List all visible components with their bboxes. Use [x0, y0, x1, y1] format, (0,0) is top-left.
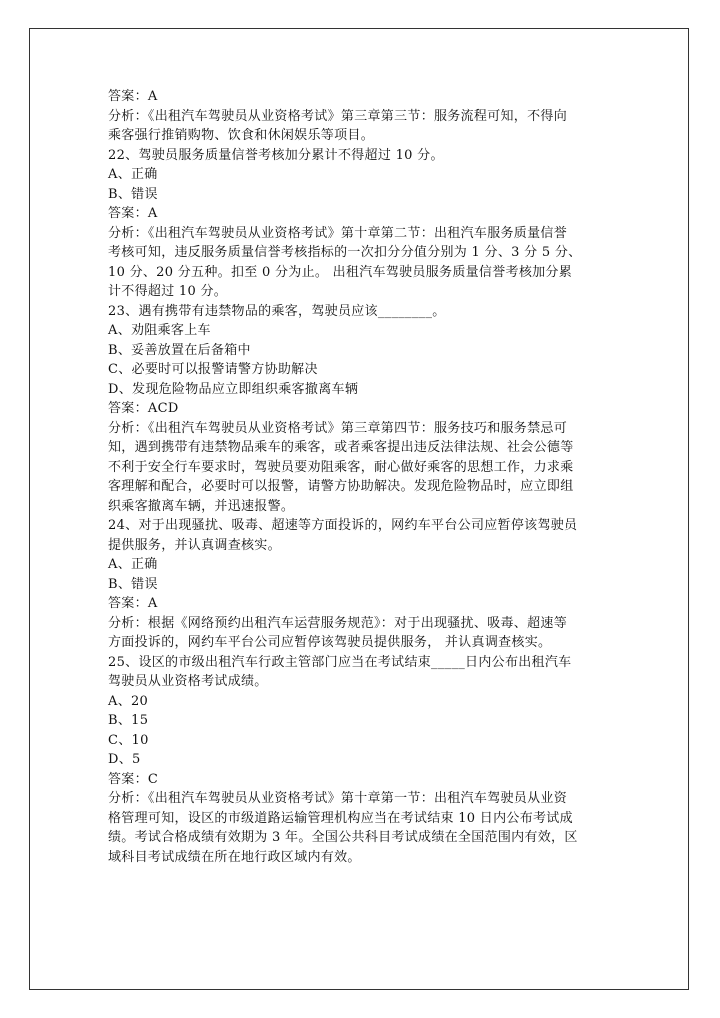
- option-d: D、发现危险物品应立即组织乘客撤离车辆: [108, 381, 359, 397]
- option-b: B、错误: [108, 186, 158, 202]
- analysis-line: 绩。考试合格成绩有效期为 3 年。全国公共科目考试成绩在全国范围内有效，区: [108, 830, 578, 845]
- analysis-line: 乘客强行推销购物、饮食和休闲娱乐等项目。: [108, 128, 375, 143]
- analysis-line: 计不得超过 10 分。: [108, 284, 228, 299]
- analysis-line: 分析：《出租汽车驾驶员从业资格考试》第三章第三节：服务流程可知，不得向: [108, 108, 568, 124]
- question-23: 23、遇有携带有违禁物品的乘客，驾驶员应该________。: [108, 303, 446, 319]
- analysis-line: 格管理可知，设区的市级道路运输管理机构应当在考试结束 10 日内公布考试成: [108, 810, 573, 826]
- question-25-cont: 驾驶员从业资格考试成绩。: [108, 674, 268, 689]
- analysis-line: 知，遇到携带有违禁物品乘车的乘客，或者乘客提出违反法律法规、社会公德等: [108, 440, 574, 455]
- option-b: B、错误: [108, 576, 158, 592]
- question-22: 22、驾驶员服务质量信誉考核加分累计不得超过 10 分。: [108, 147, 444, 163]
- analysis-line: 分析：《出租汽车驾驶员从业资格考试》第三章第四节：服务技巧和服务禁忌可: [108, 420, 568, 436]
- analysis-line: 分析：《出租汽车驾驶员从业资格考试》第十章第二节：出租汽车服务质量信誉: [108, 225, 568, 241]
- option-b: B、妥善放置在后备箱中: [108, 342, 251, 358]
- option-a: A、20: [108, 693, 149, 709]
- document-body: [108, 87, 618, 867]
- option-a: A、劝阻乘客上车: [108, 323, 211, 338]
- option-d: D、5: [108, 752, 141, 767]
- answer-line: 答案：A: [108, 596, 158, 611]
- analysis-line: 方面投诉的，网约车平台公司应暂停该驾驶员提供服务， 并认真调查核实。: [108, 635, 552, 650]
- option-c: C、必要时可以报警请警方协助解决: [108, 362, 318, 377]
- answer-line: 答案：A: [108, 206, 158, 221]
- analysis-line: 考核可知，违反服务质量信誉考核指标的一次扣分分值分别为 1 分、3 分 5 分、: [108, 245, 582, 260]
- analysis-line: 分析：根据《网络预约出租汽车运营服务规范》：对于出现骚扰、吸毒、超速等: [108, 615, 568, 631]
- option-a: A、正确: [108, 557, 158, 572]
- analysis-line: 分析：《出租汽车驾驶员从业资格考试》第十章第一节：出租汽车驾驶员从业资: [108, 791, 568, 806]
- analysis-line: 10 分、20 分五种。扣至 0 分为止。 出租汽车驾驶员服务质量信誉考核加分累: [108, 264, 573, 280]
- analysis-line: 织乘客撤离车辆，并迅速报警。: [108, 498, 295, 514]
- option-a: A、正确: [108, 167, 158, 182]
- analysis-line: 不利于安全行车要求时，驾驶员要劝阻乘客，耐心做好乘客的思想工作，力求乘: [108, 459, 574, 475]
- analysis-line: 域科目考试成绩在所在地行政区域内有效。: [108, 849, 361, 865]
- question-25: 25、设区的市级出租汽车行政主管部门应当在考试结束_____日内公布出租汽车: [108, 654, 572, 670]
- answer-line: 答案：A: [108, 89, 158, 104]
- analysis-line: 客理解和配合，必要时可以报警，请警方协助解决。发现危险物品时，应立即组: [108, 479, 574, 494]
- question-24: 24、对于出现骚扰、吸毒、超速等方面投诉的，网约车平台公司应暂停该驾驶员: [108, 518, 578, 533]
- option-c: C、10: [108, 732, 149, 748]
- answer-line: 答案：C: [108, 771, 159, 787]
- answer-line: 答案：ACD: [108, 401, 179, 416]
- option-b: B、15: [108, 713, 149, 728]
- question-24-cont: 提供服务，并认真调查核实。: [108, 537, 281, 553]
